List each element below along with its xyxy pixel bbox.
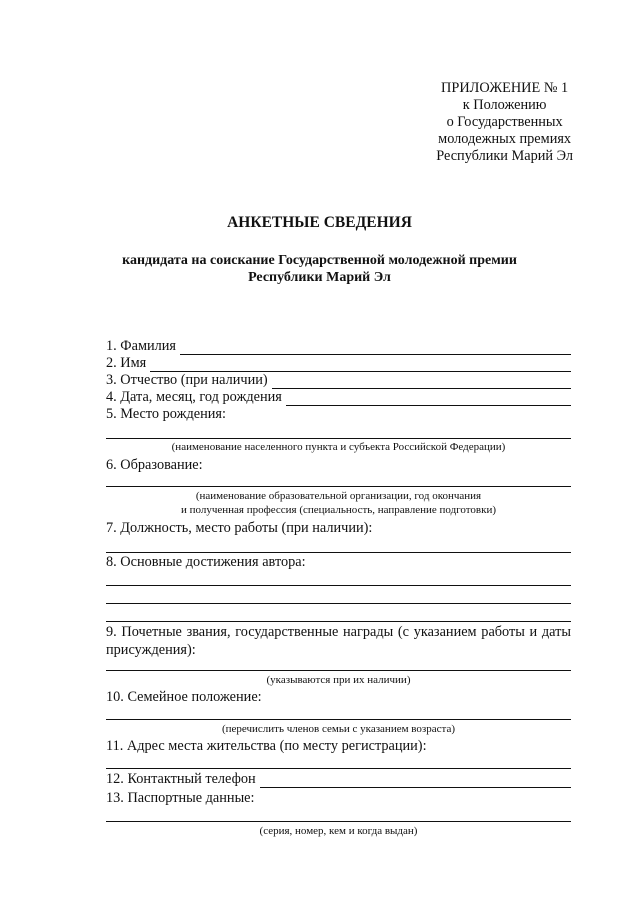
- field-achievements-line-1[interactable]: [106, 585, 571, 586]
- field-passport-line[interactable]: [106, 821, 571, 822]
- field-name-line[interactable]: [150, 357, 571, 372]
- field-education-note-1: (наименование образовательной организации, год окончания: [195, 490, 482, 502]
- field-birthdate-line[interactable]: [286, 391, 571, 406]
- appendix-line-1: ПРИЛОЖЕНИЕ № 1: [441, 80, 569, 96]
- field-phone-line[interactable]: [260, 773, 571, 788]
- field-achievements-line-2[interactable]: [106, 603, 571, 604]
- field-family-note: (перечислить членов семьи с указанием возраста): [221, 723, 456, 735]
- field-patronymic-label: 3. Отчество (при наличии): [106, 372, 268, 388]
- field-passport-label: 13. Паспортные данные:: [106, 790, 255, 806]
- field-passport-note: (серия, номер, кем и когда выдан): [259, 825, 418, 837]
- field-surname: [106, 337, 571, 355]
- field-family-line[interactable]: [106, 719, 571, 720]
- field-name: [106, 354, 571, 372]
- field-phone: [106, 770, 571, 788]
- field-patronymic-line[interactable]: [272, 374, 571, 389]
- document-subtitle: [0, 252, 639, 286]
- subtitle-line-1: кандидата на соискание Государственной молодежной премии: [122, 253, 517, 268]
- appendix-line-2: к Положению: [462, 97, 547, 113]
- appendix-line-4: молодежных премиях: [438, 131, 572, 147]
- field-education-label: 6. Образование:: [106, 457, 203, 473]
- field-birthplace-note: (наименование населенного пункта и субъекта Российской Федерации): [171, 441, 506, 453]
- appendix-header: [436, 80, 573, 165]
- document-title: АНКЕТНЫЕ СВЕДЕНИЯ: [227, 214, 412, 231]
- field-awards-note: (указываются при их наличии): [266, 674, 411, 686]
- field-address-line[interactable]: [106, 768, 571, 769]
- appendix-line-5: Республики Марий Эл: [436, 148, 573, 164]
- field-surname-label: 1. Фамилия: [106, 338, 176, 354]
- field-education-line[interactable]: [106, 486, 571, 487]
- field-birthplace-label: 5. Место рождения:: [106, 406, 226, 422]
- field-patronymic: [106, 371, 571, 389]
- field-achievements-label: 8. Основные достижения автора:: [106, 554, 306, 570]
- field-awards-line[interactable]: [106, 670, 571, 671]
- field-address-label: 11. Адрес места жительства (по месту регистрации):: [106, 738, 427, 754]
- field-birthdate: [106, 388, 571, 406]
- subtitle-line-2: Республики Марий Эл: [248, 270, 391, 285]
- appendix-line-3: о Государственных: [446, 114, 563, 130]
- field-position-label: 7. Должность, место работы (при наличии):: [106, 520, 373, 536]
- field-phone-label: 12. Контактный телефон: [106, 771, 256, 787]
- field-education-note-2: и полученная профессия (специальность, направление подготовки): [180, 504, 497, 516]
- field-surname-line[interactable]: [180, 340, 571, 355]
- field-birthplace-line[interactable]: [106, 438, 571, 439]
- field-family-label: 10. Семейное положение:: [106, 689, 262, 705]
- field-name-label: 2. Имя: [106, 355, 147, 371]
- field-birthdate-label: 4. Дата, месяц, год рождения: [106, 389, 282, 405]
- field-achievements-line-3[interactable]: [106, 621, 571, 622]
- field-awards-label: 9. Почетные звания, государственные награды (с указанием работы и даты присуждения):: [106, 624, 571, 658]
